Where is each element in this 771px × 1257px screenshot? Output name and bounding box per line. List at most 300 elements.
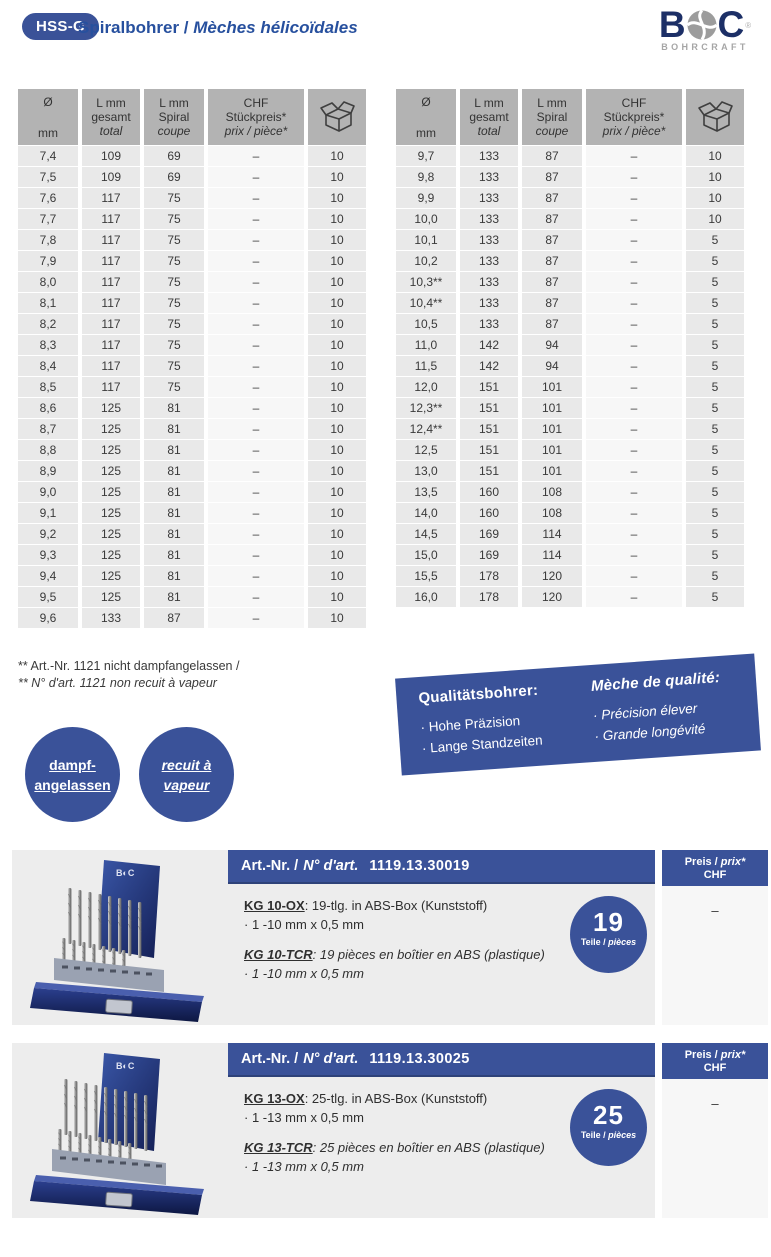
- table-cell: 8,9: [18, 461, 78, 481]
- table-row: [396, 482, 744, 502]
- table-cell: 10,1: [396, 230, 456, 250]
- table-cell: 8,4: [18, 356, 78, 376]
- table-cell: 87: [522, 188, 582, 208]
- table-cell: 125: [82, 524, 140, 544]
- footnote: [18, 658, 239, 692]
- piece-label-de: Teile /: [580, 937, 609, 947]
- table-row: [18, 293, 366, 313]
- spec-table-right: [392, 88, 748, 608]
- table-cell: 12,4**: [396, 419, 456, 439]
- table-cell: 133: [460, 251, 518, 271]
- table-cell: 117: [82, 377, 140, 397]
- table-cell: 87: [522, 251, 582, 271]
- table-row: [18, 188, 366, 208]
- table-cell: 101: [522, 419, 582, 439]
- table-cell: 117: [82, 230, 140, 250]
- table-cell: 7,6: [18, 188, 78, 208]
- table-cell: 81: [144, 440, 204, 460]
- table-cell: 75: [144, 293, 204, 313]
- table-cell: 10: [308, 230, 366, 250]
- table-cell: 8,5: [18, 377, 78, 397]
- table-cell: 109: [82, 146, 140, 166]
- banner-bullet-de-1: · Hohe Präzision: [420, 713, 521, 735]
- table-cell: 5: [686, 398, 744, 418]
- table-cell: –: [586, 314, 682, 334]
- table-cell: 10: [308, 545, 366, 565]
- table-cell: 7,9: [18, 251, 78, 271]
- piece-count-badge: [570, 896, 647, 973]
- table-cell: 142: [460, 335, 518, 355]
- table-cell: 133: [460, 167, 518, 187]
- table-cell: –: [208, 587, 304, 607]
- table-cell: 142: [460, 356, 518, 376]
- price-value: –: [711, 1096, 719, 1111]
- table-cell: 10: [308, 272, 366, 292]
- table-cell: –: [208, 461, 304, 481]
- table-row: [18, 146, 366, 166]
- col-header-price: CHF Stückpreis* prix / pièce*: [586, 89, 682, 145]
- table-cell: 10,2: [396, 251, 456, 271]
- table-cell: 81: [144, 419, 204, 439]
- table-cell: –: [586, 272, 682, 292]
- table-cell: 75: [144, 188, 204, 208]
- article-number-bar: [228, 850, 655, 884]
- table-row: [18, 461, 366, 481]
- svg-text:B◐C: B◐C: [116, 868, 135, 878]
- table-cell: 8,7: [18, 419, 78, 439]
- table-cell: 81: [144, 398, 204, 418]
- variant-label-ox: KG 10-OX: [244, 898, 305, 913]
- table-cell: 10,3**: [396, 272, 456, 292]
- table-cell: 117: [82, 314, 140, 334]
- table-cell: 15,5: [396, 566, 456, 586]
- logo-wordmark: BOHRCRAFT: [661, 42, 749, 52]
- piece-label-de: Teile /: [580, 1130, 609, 1140]
- table-cell: 87: [522, 146, 582, 166]
- table-cell: 9,8: [396, 167, 456, 187]
- col-header-length-spiral: L mm Spiral coupe: [522, 89, 582, 145]
- quality-banner: [395, 654, 761, 776]
- table-cell: 10: [308, 398, 366, 418]
- bohrcraft-logo: [649, 6, 761, 52]
- table-cell: –: [586, 545, 682, 565]
- table-cell: 117: [82, 188, 140, 208]
- table-cell: –: [586, 335, 682, 355]
- product-photo-drill-case: [12, 850, 228, 1025]
- price-header-fr: prix*: [720, 1049, 746, 1061]
- table-row: [396, 293, 744, 313]
- hss-g-badge: HSS-G: [22, 13, 99, 40]
- table-row: [18, 440, 366, 460]
- table-cell: 5: [686, 587, 744, 607]
- table-cell: 81: [144, 566, 204, 586]
- table-cell: 10: [686, 146, 744, 166]
- table-cell: 81: [144, 503, 204, 523]
- table-cell: 87: [522, 230, 582, 250]
- table-cell: 16,0: [396, 587, 456, 607]
- table-cell: 5: [686, 461, 744, 481]
- table-cell: –: [586, 566, 682, 586]
- table-cell: –: [586, 167, 682, 187]
- variant-label-tcr: KG 13-TCR: [244, 1140, 313, 1155]
- table-cell: 13,5: [396, 482, 456, 502]
- table-cell: 10: [308, 461, 366, 481]
- table-cell: 75: [144, 335, 204, 355]
- table-cell: 9,0: [18, 482, 78, 502]
- price-header-de: Preis /: [684, 1049, 721, 1061]
- price-header: [662, 850, 768, 886]
- table-cell: –: [208, 419, 304, 439]
- table-cell: 69: [144, 146, 204, 166]
- table-cell: 120: [522, 566, 582, 586]
- page-title-de: Spiralbohrer /: [78, 18, 194, 37]
- variant-range-ox: · 1 -13 mm x 0,5 mm: [244, 1110, 364, 1125]
- table-row: [18, 335, 366, 355]
- table-cell: 8,8: [18, 440, 78, 460]
- price-header-currency: CHF: [703, 1062, 727, 1074]
- table-cell: –: [208, 146, 304, 166]
- table-row: [396, 335, 744, 355]
- table-cell: –: [208, 482, 304, 502]
- piece-count: 19: [593, 907, 624, 937]
- table-cell: 133: [460, 314, 518, 334]
- banner-title-de: Qualitätsbohrer:: [417, 681, 539, 708]
- table-cell: –: [208, 188, 304, 208]
- table-row: [18, 230, 366, 250]
- table-cell: 9,9: [396, 188, 456, 208]
- price-header-currency: CHF: [703, 869, 727, 881]
- article-number: 1119.13.30019: [369, 858, 470, 874]
- table-cell: 10: [308, 524, 366, 544]
- table-cell: 125: [82, 398, 140, 418]
- table-row: [18, 377, 366, 397]
- col-header-pack-qty: [308, 89, 366, 145]
- table-row: [396, 461, 744, 481]
- table-cell: 10: [308, 188, 366, 208]
- table-cell: 10: [308, 377, 366, 397]
- table-cell: –: [208, 251, 304, 271]
- table-row: [18, 167, 366, 187]
- table-cell: 151: [460, 461, 518, 481]
- table-cell: 10: [308, 587, 366, 607]
- table-cell: 125: [82, 587, 140, 607]
- table-cell: 5: [686, 314, 744, 334]
- table-cell: 10,4**: [396, 293, 456, 313]
- table-cell: 133: [460, 230, 518, 250]
- table-cell: –: [586, 230, 682, 250]
- stamp-fr-line2: vapeur: [163, 776, 210, 793]
- table-cell: 101: [522, 461, 582, 481]
- table-row: [396, 314, 744, 334]
- table-row: [396, 167, 744, 187]
- table-cell: 10,5: [396, 314, 456, 334]
- table-cell: 10: [308, 209, 366, 229]
- stamp-de-line2: angelassen: [34, 776, 111, 793]
- footnote-de: ** Art.-Nr. 1121 nicht dampfangelassen /: [18, 659, 240, 673]
- col-header-pack-qty: [686, 89, 744, 145]
- variant-range-ox: · 1 -10 mm x 0,5 mm: [244, 917, 364, 932]
- table-cell: 11,0: [396, 335, 456, 355]
- table-cell: 87: [522, 314, 582, 334]
- table-row: [396, 398, 744, 418]
- table-cell: 125: [82, 419, 140, 439]
- table-cell: 108: [522, 503, 582, 523]
- svg-text:B◐C: B◐C: [116, 1061, 135, 1071]
- table-cell: 125: [82, 566, 140, 586]
- table-cell: 151: [460, 377, 518, 397]
- table-cell: 125: [82, 545, 140, 565]
- table-cell: 5: [686, 419, 744, 439]
- table-cell: 87: [522, 293, 582, 313]
- table-cell: 117: [82, 251, 140, 271]
- variant-label-tcr: KG 10-TCR: [244, 947, 313, 962]
- table-row: [18, 566, 366, 586]
- table-cell: 10: [308, 167, 366, 187]
- table-cell: 9,7: [396, 146, 456, 166]
- table-cell: 8,0: [18, 272, 78, 292]
- table-cell: 10: [308, 503, 366, 523]
- art-label-de: Art.-Nr. /: [241, 858, 299, 874]
- table-row: [396, 524, 744, 544]
- table-cell: –: [208, 209, 304, 229]
- col-header-length-spiral: L mm Spiral coupe: [144, 89, 204, 145]
- table-cell: 81: [144, 482, 204, 502]
- table-cell: 9,3: [18, 545, 78, 565]
- table-cell: 5: [686, 356, 744, 376]
- table-cell: –: [208, 377, 304, 397]
- product-description: [244, 897, 566, 982]
- table-cell: 12,5: [396, 440, 456, 460]
- price-header: [662, 1043, 768, 1079]
- table-cell: 81: [144, 587, 204, 607]
- table-row: [18, 398, 366, 418]
- table-cell: –: [208, 356, 304, 376]
- table-cell: 11,5: [396, 356, 456, 376]
- table-cell: 101: [522, 398, 582, 418]
- table-cell: –: [586, 440, 682, 460]
- table-cell: –: [586, 587, 682, 607]
- table-cell: 8,1: [18, 293, 78, 313]
- table-cell: –: [208, 230, 304, 250]
- table-cell: 10: [308, 293, 366, 313]
- table-cell: 94: [522, 356, 582, 376]
- table-cell: 10: [308, 482, 366, 502]
- table-cell: 75: [144, 356, 204, 376]
- table-cell: 10,0: [396, 209, 456, 229]
- art-label-de: Art.-Nr. /: [241, 1051, 299, 1067]
- variant-label-ox: KG 13-OX: [244, 1091, 305, 1106]
- table-cell: 7,7: [18, 209, 78, 229]
- table-row: [18, 209, 366, 229]
- table-row: [18, 503, 366, 523]
- variant-desc-tcr: : 25 pièces en boîtier en ABS (plastique): [312, 1140, 545, 1155]
- col-header-diameter: Ø mm: [396, 89, 456, 145]
- table-cell: 5: [686, 272, 744, 292]
- table-cell: 133: [460, 146, 518, 166]
- table-cell: –: [208, 293, 304, 313]
- table-cell: 7,8: [18, 230, 78, 250]
- product-row-kg10: [12, 850, 655, 1025]
- col-header-length-total: L mm gesamt total: [82, 89, 140, 145]
- logo-registered-mark: ®: [745, 20, 752, 30]
- table-cell: 9,5: [18, 587, 78, 607]
- table-cell: 101: [522, 440, 582, 460]
- table-cell: 10: [686, 188, 744, 208]
- table-cell: –: [586, 377, 682, 397]
- banner-bullet-fr-2: · Grande longévité: [594, 721, 706, 744]
- table-cell: 8,2: [18, 314, 78, 334]
- table-cell: 5: [686, 482, 744, 502]
- packaging-box-icon: [694, 97, 736, 135]
- article-number-bar: [228, 1043, 655, 1077]
- table-cell: 75: [144, 377, 204, 397]
- variant-desc-tcr: : 19 pièces en boîtier en ABS (plastique): [312, 947, 545, 962]
- table-cell: 5: [686, 230, 744, 250]
- table-cell: 114: [522, 524, 582, 544]
- table-cell: 81: [144, 524, 204, 544]
- table-row: [18, 587, 366, 607]
- table-cell: 12,3**: [396, 398, 456, 418]
- table-cell: –: [586, 398, 682, 418]
- table-cell: –: [586, 146, 682, 166]
- table-cell: 133: [460, 293, 518, 313]
- product-description: [244, 1090, 566, 1175]
- table-row: [396, 545, 744, 565]
- table-cell: 125: [82, 461, 140, 481]
- stamp-dampfangelassen: [25, 727, 120, 822]
- table-row: [396, 146, 744, 166]
- table-row: [396, 503, 744, 523]
- table-cell: 108: [522, 482, 582, 502]
- table-cell: 75: [144, 209, 204, 229]
- table-row: [396, 251, 744, 271]
- table-cell: 10: [308, 440, 366, 460]
- table-cell: 75: [144, 230, 204, 250]
- table-cell: 151: [460, 419, 518, 439]
- spec-table-left: [14, 88, 370, 629]
- table-cell: 5: [686, 566, 744, 586]
- table-cell: 10: [308, 335, 366, 355]
- price-column: [662, 1043, 768, 1218]
- table-cell: 10: [308, 251, 366, 271]
- table-cell: 178: [460, 566, 518, 586]
- table-cell: 87: [522, 167, 582, 187]
- table-cell: –: [208, 503, 304, 523]
- price-header-de: Preis /: [684, 856, 721, 868]
- table-cell: 160: [460, 503, 518, 523]
- table-cell: –: [586, 524, 682, 544]
- table-cell: –: [208, 566, 304, 586]
- table-cell: 117: [82, 209, 140, 229]
- stamp-de-line1: dampf-: [49, 756, 96, 773]
- table-cell: 5: [686, 524, 744, 544]
- table-row: [396, 356, 744, 376]
- table-cell: –: [208, 272, 304, 292]
- piece-label-fr: pièces: [608, 1130, 637, 1140]
- table-cell: –: [208, 335, 304, 355]
- col-header-diameter: Ø mm: [18, 89, 78, 145]
- col-header-length-total: L mm gesamt total: [460, 89, 518, 145]
- piece-count-badge: [570, 1089, 647, 1166]
- table-cell: –: [586, 419, 682, 439]
- table-cell: –: [586, 461, 682, 481]
- table-cell: 9,4: [18, 566, 78, 586]
- table-cell: 81: [144, 461, 204, 481]
- table-cell: 10: [686, 167, 744, 187]
- table-cell: 5: [686, 440, 744, 460]
- table-cell: 125: [82, 482, 140, 502]
- piece-label-fr: pièces: [608, 937, 637, 947]
- table-cell: 117: [82, 293, 140, 313]
- table-cell: –: [208, 167, 304, 187]
- table-cell: 94: [522, 335, 582, 355]
- table-cell: 117: [82, 272, 140, 292]
- table-cell: 8,3: [18, 335, 78, 355]
- table-row: [396, 188, 744, 208]
- packaging-box-icon: [316, 97, 358, 135]
- col-header-price: CHF Stückpreis* prix / pièce*: [208, 89, 304, 145]
- table-cell: 151: [460, 398, 518, 418]
- table-cell: –: [586, 503, 682, 523]
- table-row: [396, 209, 744, 229]
- table-cell: 133: [460, 209, 518, 229]
- table-cell: 178: [460, 587, 518, 607]
- table-cell: 169: [460, 524, 518, 544]
- table-cell: 5: [686, 377, 744, 397]
- table-cell: 120: [522, 587, 582, 607]
- variant-desc-ox: : 25-tlg. in ABS-Box (Kunststoff): [304, 1091, 488, 1106]
- table-cell: 133: [460, 188, 518, 208]
- table-row: [396, 566, 744, 586]
- logo-letter-b: B: [658, 4, 686, 45]
- table-cell: 114: [522, 545, 582, 565]
- table-cell: –: [586, 188, 682, 208]
- table-cell: –: [208, 608, 304, 628]
- table-row: [396, 377, 744, 397]
- table-cell: 169: [460, 545, 518, 565]
- table-row: [18, 251, 366, 271]
- page-title-fr: Mèches hélicoïdales: [193, 18, 358, 37]
- table-cell: 160: [460, 482, 518, 502]
- table-cell: 7,4: [18, 146, 78, 166]
- table-cell: 5: [686, 293, 744, 313]
- banner-title-fr: Mèche de qualité:: [590, 669, 721, 695]
- table-row: [18, 356, 366, 376]
- table-cell: –: [208, 398, 304, 418]
- table-row: [18, 482, 366, 502]
- table-cell: 125: [82, 440, 140, 460]
- table-row: [18, 524, 366, 544]
- table-cell: 7,5: [18, 167, 78, 187]
- table-cell: 5: [686, 503, 744, 523]
- table-row: [396, 230, 744, 250]
- table-cell: 14,5: [396, 524, 456, 544]
- variant-range-tcr: · 1 -13 mm x 0,5 mm: [244, 1159, 364, 1174]
- table-cell: –: [586, 251, 682, 271]
- banner-bullet-de-2: · Lange Standzeiten: [421, 732, 544, 756]
- table-cell: –: [586, 293, 682, 313]
- table-cell: –: [586, 209, 682, 229]
- table-cell: –: [208, 524, 304, 544]
- table-row: [18, 608, 366, 628]
- product-row-kg13: [12, 1043, 655, 1218]
- table-cell: 87: [522, 272, 582, 292]
- table-cell: 8,6: [18, 398, 78, 418]
- table-cell: 15,0: [396, 545, 456, 565]
- table-cell: 5: [686, 335, 744, 355]
- table-cell: 10: [308, 356, 366, 376]
- table-cell: 5: [686, 545, 744, 565]
